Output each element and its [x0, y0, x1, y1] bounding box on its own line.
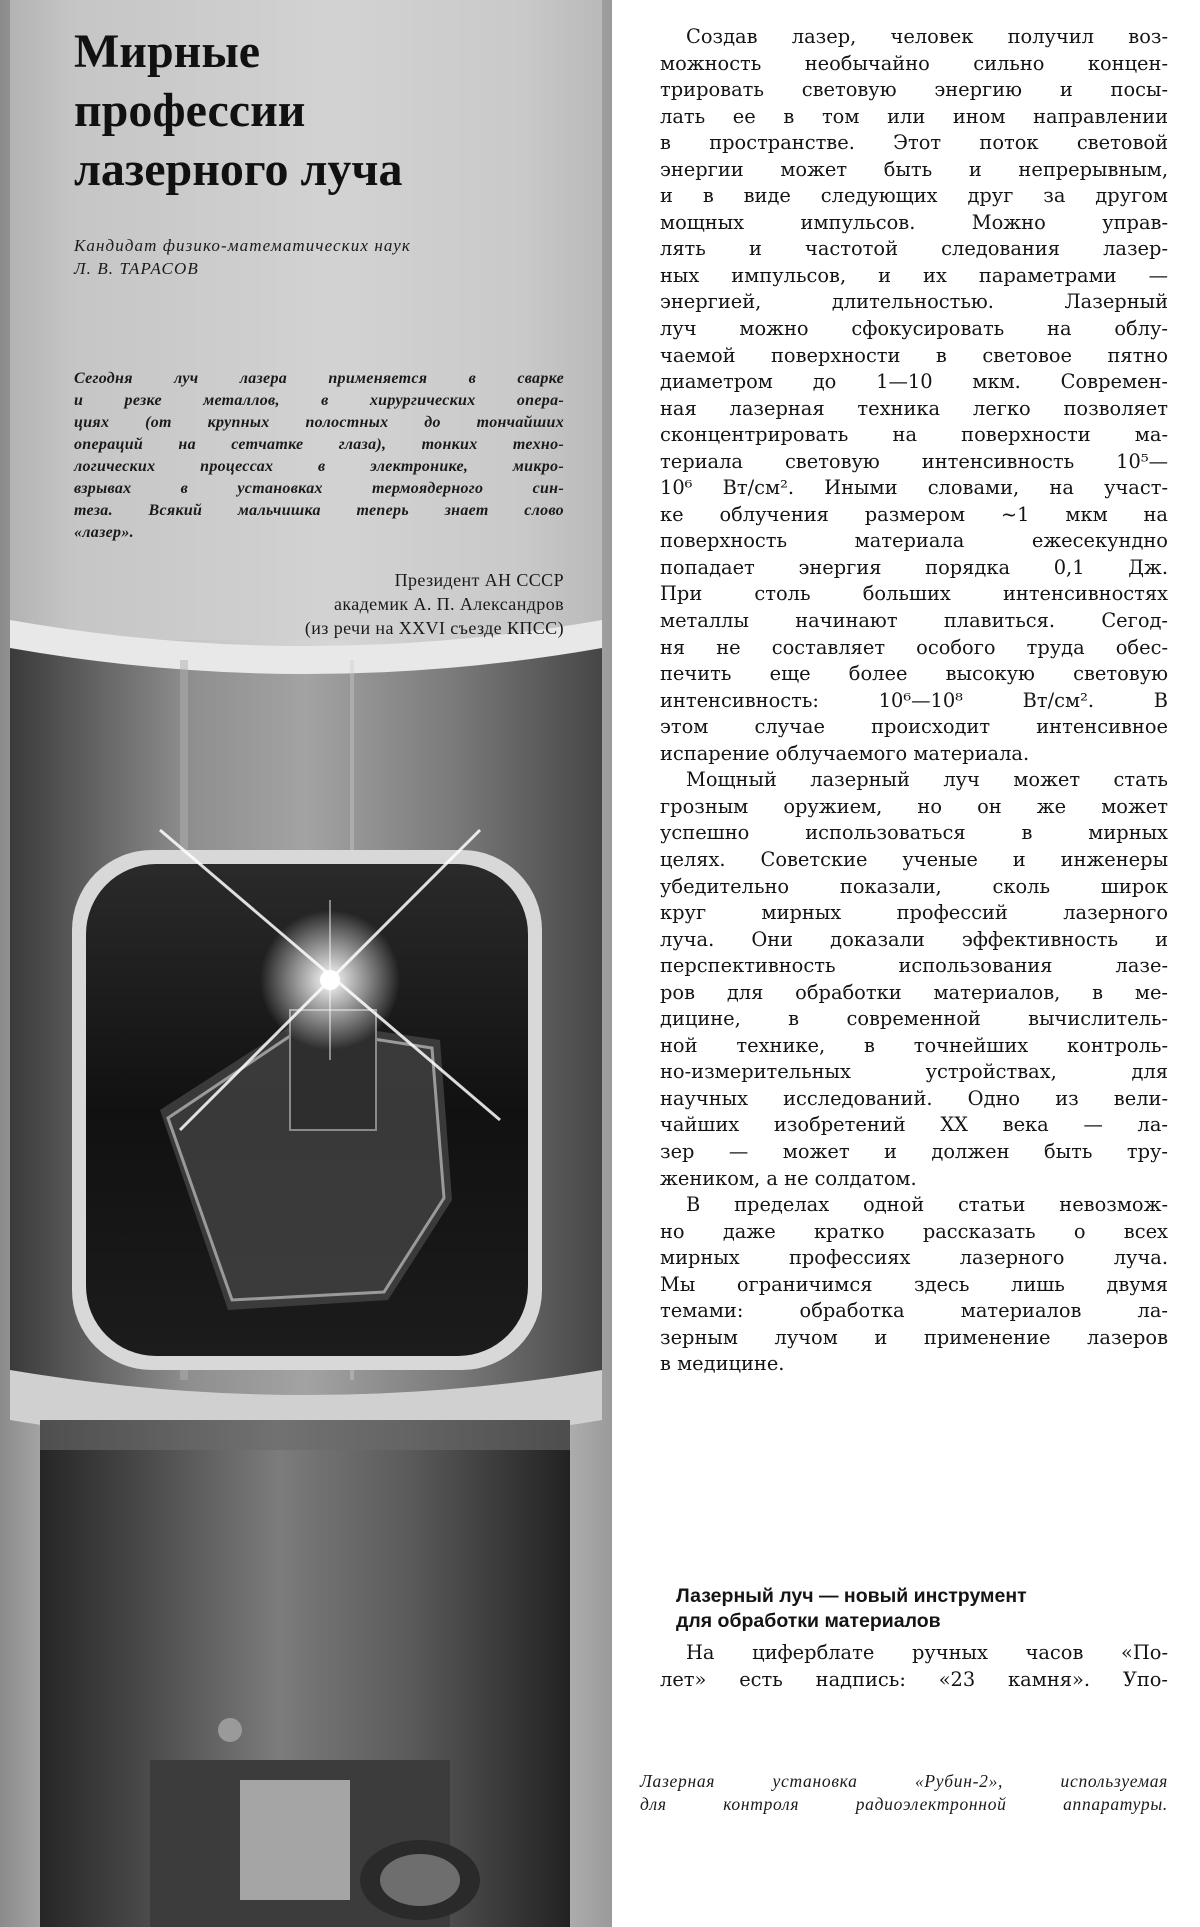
body-line: энергии может быть и непрерывным,	[660, 157, 1168, 181]
caption-line: для контроля радиоэлектронной аппаратуры.	[640, 1793, 1168, 1814]
body-line: грозным оружием, но он же может	[660, 794, 1168, 818]
body-line: в медицине.	[660, 1352, 785, 1376]
body-line: В пределах одной статьи невозмож-	[686, 1193, 1168, 1217]
body-line: Мощный лазерный луч может стать	[686, 768, 1168, 792]
body-line: ке облучения размером ~1 мкм на	[660, 502, 1168, 526]
body-line: ная лазерная техника легко позволяет	[660, 396, 1168, 420]
author-degree: Кандидат физико-математических наук	[74, 236, 411, 255]
subheading-line: для обработки материалов	[676, 1610, 941, 1632]
body-line: 10⁶ Вт/см². Иными словами, на участ-	[660, 476, 1168, 500]
body-line: При столь больших интенсивностях	[660, 582, 1168, 606]
body-line: мирных профессиях лазерного луча.	[660, 1246, 1168, 1270]
body-paragraph-2	[660, 767, 1168, 1192]
body-line: луча. Они доказали эффективность и	[660, 927, 1168, 951]
section-body	[660, 1640, 1168, 1693]
body-line: убедительно показали, сколь широк	[660, 874, 1168, 898]
body-line: научных исследований. Одно из вели-	[660, 1086, 1168, 1110]
body-line: успешно использоваться в мирных	[660, 821, 1168, 845]
attribution-line: (из речи на XXVI съезде КПСС)	[304, 618, 564, 638]
epigraph-line: логических процессах в электронике, микро-	[74, 458, 564, 475]
body-line: чаемой поверхности в световое пятно	[660, 343, 1168, 367]
body-line: чайших изобретений XX века — ла-	[660, 1113, 1168, 1137]
body-line: ной технике, в точнейших контроль-	[660, 1033, 1168, 1057]
body-line: испарение облучаемого материала.	[660, 741, 1030, 765]
body-line: этом случае происходит интенсивное	[660, 715, 1168, 739]
article-title	[74, 22, 402, 199]
body-line: ров для обработки материалов, в ме-	[660, 980, 1168, 1004]
body-line: энергией, длительностью. Лазерный	[660, 290, 1168, 314]
body-line: но-измерительных устройствах, для	[660, 1060, 1168, 1084]
body-line: сконцентрировать на поверхности ма-	[660, 423, 1168, 447]
body-line: жеником, а не солдатом.	[660, 1166, 917, 1190]
epigraph	[74, 368, 564, 544]
body-column	[660, 24, 1168, 1378]
body-line: круг мирных профессий лазерного	[660, 901, 1168, 925]
caption-line: Лазерная установка «Рубин-2», используемая	[640, 1771, 1168, 1791]
body-line: диаметром до 1—10 мкм. Современ-	[660, 370, 1168, 394]
body-line: темами: обработка материалов ла-	[660, 1299, 1168, 1323]
body-line: перспективность использования лазе-	[660, 954, 1168, 978]
title-line: профессии	[74, 84, 306, 137]
body-line: мощных импульсов. Можно управ-	[660, 210, 1168, 234]
body-line: в пространстве. Этот поток световой	[660, 131, 1168, 155]
body-line: и в виде следующих друг за другом	[660, 184, 1168, 208]
title-line: Мирные	[74, 25, 261, 78]
body-paragraph-1	[660, 24, 1168, 767]
body-line: Создав лазер, человек получил воз-	[686, 25, 1168, 48]
author-byline	[74, 234, 544, 280]
body-line: луч можно сфокусировать на облу-	[660, 317, 1168, 341]
body-paragraph-4	[660, 1640, 1168, 1693]
body-line: трировать световую энергию и посы-	[660, 78, 1168, 102]
body-line: поверхность материала ежесекундно	[660, 529, 1168, 553]
body-line: ных импульсов, и их параметрами —	[660, 263, 1168, 287]
epigraph-line: и резке металлов, в хирургических опера-	[74, 392, 564, 409]
attribution-line: академик А. П. Александров	[333, 594, 564, 614]
epigraph-attribution	[200, 568, 564, 640]
title-line: лазерного луча	[74, 143, 403, 196]
body-line: можность необычайно сильно концен-	[660, 51, 1168, 75]
body-line: лать ее в том или ином направлении	[660, 104, 1168, 128]
epigraph-line: «лазер».	[74, 524, 134, 541]
body-line: териала световую интенсивность 10⁵—	[660, 449, 1168, 473]
photo-caption	[640, 1770, 1168, 1815]
epigraph-line: операций на сетчатке глаза), тонких техно-	[74, 436, 564, 453]
body-line: лять и частотой следования лазер-	[660, 237, 1168, 261]
epigraph-line: взрывах в установках термоядерного син-	[74, 480, 564, 497]
author-name: Л. В. ТАРАСОВ	[74, 259, 199, 278]
body-line: целях. Советские ученые и инженеры	[660, 847, 1168, 871]
body-paragraph-3	[660, 1192, 1168, 1378]
epigraph-line: циях (от крупных полостных до тончайших	[74, 414, 564, 431]
body-line: зер — может и должен быть тру-	[660, 1139, 1168, 1163]
body-line: На циферблате ручных часов «По-	[686, 1641, 1168, 1664]
body-line: интенсивность: 10⁶—10⁸ Вт/см². В	[660, 688, 1168, 712]
subheading-line: Лазерный луч — новый инструмент	[676, 1585, 1027, 1607]
body-line: Мы ограничимся здесь лишь двумя	[660, 1272, 1168, 1296]
body-line: ня не составляет особого труда обес-	[660, 635, 1168, 659]
body-line: печить еще более высокую световую	[660, 662, 1168, 686]
attribution-line: Президент АН СССР	[394, 570, 564, 590]
epigraph-line: Сегодня луч лазера применяется в сварке	[74, 370, 564, 387]
body-line: дицине, в современной вычислитель-	[660, 1007, 1168, 1031]
body-line: зерным лучом и применение лазеров	[660, 1325, 1168, 1349]
body-line: но даже кратко рассказать о всех	[660, 1219, 1168, 1243]
body-line: лет» есть надпись: «23 камня». Упо-	[660, 1667, 1168, 1691]
body-line: попадает энергия порядка 0,1 Дж.	[660, 555, 1168, 579]
body-line: металлы начинают плавиться. Сегод-	[660, 609, 1168, 633]
section-subheading	[676, 1584, 1168, 1634]
epigraph-line: теза. Всякий мальчишка теперь знает слово	[74, 502, 564, 519]
